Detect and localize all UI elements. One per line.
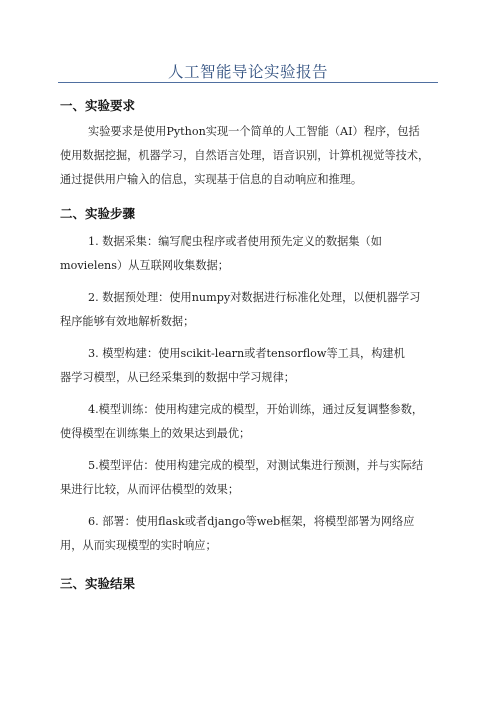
paragraph-line: 用，从而实现模型的实时响应； [60, 539, 217, 552]
paragraph-line: 3. 模型构建：使用scikit-learn或者tensorflow等工具，构建机 [88, 347, 405, 360]
paragraph-line: 5.模型评估：使用构建完成的模型，对测试集进行预测，并与实际结 [88, 459, 424, 472]
step-paragraph-4 [60, 398, 438, 446]
title-underline [58, 82, 438, 83]
paragraph-line: 程序能够有效地解析数据； [60, 315, 195, 328]
paragraph-line: 实验要求是使用Python实现一个简单的人工智能（AI）程序，包括 [88, 125, 420, 138]
paragraph-line: 1. 数据采集：编写爬虫程序或者使用预先定义的数据集（如 [88, 235, 382, 248]
paragraph-line: 2. 数据预处理：使用numpy对数据进行标准化处理，以便机器学习 [88, 291, 421, 304]
step-paragraph-2 [60, 286, 438, 334]
step-paragraph-5 [60, 454, 438, 502]
paragraph-line: movielens）从互联网收集数据； [60, 259, 229, 272]
paragraph-line: 使用数据挖掘，机器学习，自然语言处理，语音识别，计算机视觉等技术， [60, 149, 430, 162]
section-heading-requirements: 一、实验要求 [60, 98, 136, 113]
step-paragraph-6 [60, 510, 438, 558]
paragraph-line: 4.模型训练：使用构建完成的模型，开始训练，通过反复调整参数， [88, 403, 424, 416]
step-paragraph-1 [60, 230, 438, 278]
paragraph-line: 通过提供用户输入的信息，实现基于信息的自动响应和推理。 [60, 173, 363, 186]
section-heading-steps: 二、实验步骤 [60, 206, 136, 221]
paragraph-line: 使得模型在训练集上的效果达到最优； [60, 427, 251, 440]
paragraph-line: 果进行比较，从而评估模型的效果； [60, 483, 240, 496]
section-heading-results: 三、实验结果 [60, 576, 136, 591]
paragraph-line: 器学习模型，从已经采集到的数据中学习规律； [60, 371, 295, 384]
page-title: 人工智能导论实验报告 [167, 63, 328, 81]
step-paragraph-3 [60, 342, 438, 390]
requirements-paragraph [60, 120, 438, 192]
paragraph-line: 6. 部署：使用flask或者django等web框架，将模型部署为网络应 [88, 515, 415, 528]
